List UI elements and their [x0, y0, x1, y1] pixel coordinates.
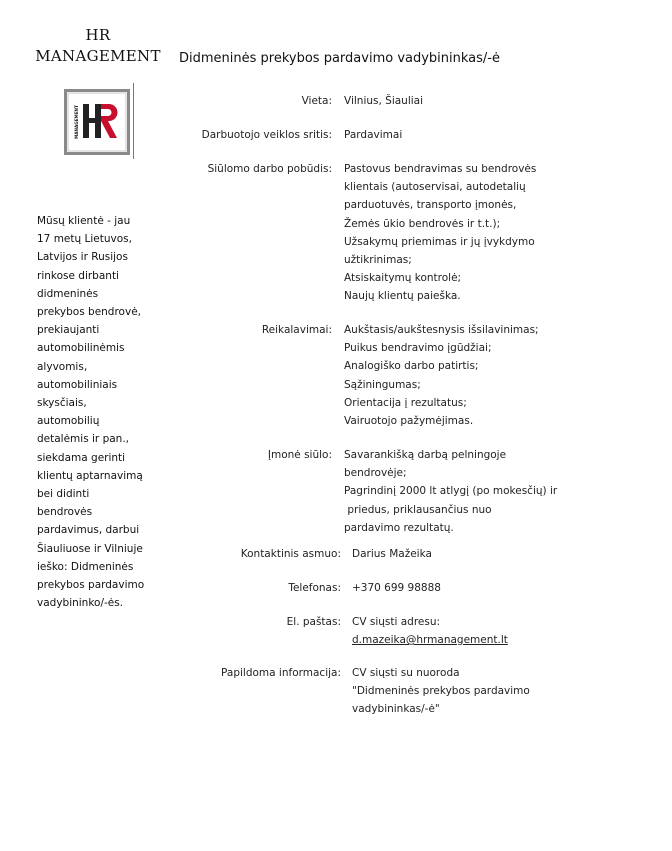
- value-line: priedus, priklausančius nuo: [344, 503, 492, 516]
- value-line: bendrovėje;: [344, 467, 407, 480]
- value-line: Vilnius, Šiauliai: [344, 95, 424, 107]
- logo-divider: [133, 83, 134, 159]
- label-phone: Telefonas:: [288, 582, 341, 594]
- intro-line: automobilių: [37, 415, 100, 428]
- label-nature: Siūlomo darbo pobūdis:: [207, 163, 332, 175]
- intro-line: ieško: Didmeninės: [37, 560, 134, 573]
- value-contact: [352, 545, 432, 563]
- intro-line: Mūsų klientė - jau: [37, 215, 131, 227]
- job-title: Didmeninės prekybos pardavimo vadybininkas/-ė: [179, 51, 500, 66]
- value-email: [352, 613, 508, 649]
- intro-line: Šiauliuose ir Vilniuje: [37, 542, 143, 555]
- value-line: pardavimo rezultatų.: [344, 521, 454, 534]
- value-phone: [352, 579, 441, 597]
- intro-line: 17 metų Lietuvos,: [37, 233, 132, 246]
- intro-line: klientų aptarnavimą: [37, 469, 143, 482]
- svg-text:MANAGEMENT: MANAGEMENT: [74, 105, 79, 139]
- label-field: Darbuotojo veiklos sritis:: [201, 129, 332, 141]
- label-contact: Kontaktinis asmuo:: [240, 548, 341, 560]
- value-extra: [352, 664, 530, 719]
- value-line: užtikrinimas;: [344, 254, 412, 267]
- value-location: [344, 92, 423, 110]
- brand-line-2: MANAGEMENT: [35, 47, 161, 65]
- intro-line: siekdama gerinti: [37, 451, 126, 464]
- value-line: Puikus bendravimo įgūdžiai;: [344, 342, 492, 355]
- intro-line: vadybininko/-ės.: [37, 597, 124, 610]
- intro-line: prekybos bendrovė,: [37, 306, 141, 319]
- value-line: "Didmeninės prekybos pardavimo: [352, 685, 530, 698]
- brand-name: [30, 25, 166, 67]
- value-line: Žemės ūkio bendrovės ir t.t.);: [344, 217, 501, 230]
- value-field: [344, 126, 402, 144]
- value-line: Sąžiningumas;: [344, 378, 421, 391]
- company-intro: [37, 212, 165, 612]
- intro-line: pardavimus, darbui: [37, 524, 140, 537]
- value-line: parduotuvės, transporto įmonės,: [344, 199, 517, 212]
- value-line: CV siųsti su nuoroda: [352, 667, 460, 679]
- intro-line: prekiaujanti: [37, 324, 100, 337]
- hr-logo: [64, 89, 130, 155]
- label-extra: Papildoma informacija:: [221, 667, 341, 679]
- value-line: Naujų klientų paieška.: [344, 290, 461, 303]
- value-line: Atsiskaitymų kontrolė;: [344, 272, 462, 285]
- intro-line: bei didinti: [37, 488, 90, 501]
- email-link[interactable]: d.mazeika@hrmanagement.lt: [352, 634, 508, 647]
- value-line: Darius Mažeika: [352, 548, 432, 560]
- value-requirements: [344, 321, 539, 430]
- value-line: Užsakymų priemimas ir jų įvykdymo: [344, 235, 535, 248]
- value-line: Aukštasis/aukštesnysis išsilavinimas;: [344, 324, 539, 336]
- intro-line: alyvomis,: [37, 360, 88, 373]
- value-line: Savarankišką darbą pelningoje: [344, 449, 507, 461]
- intro-line: automobilinėmis: [37, 342, 125, 355]
- value-line: Pastovus bendravimas su bendrovės: [344, 163, 537, 175]
- intro-line: prekybos pardavimo: [37, 579, 145, 592]
- intro-line: automobiliniais: [37, 378, 118, 391]
- intro-line: didmeninės: [37, 287, 99, 300]
- value-line: Orientacija į rezultatus;: [344, 396, 467, 409]
- logo-side-text: [74, 105, 79, 139]
- value-line: +370 699 98888: [352, 582, 441, 594]
- intro-line: detalėmis ir pan.,: [37, 433, 130, 446]
- label-requirements: Reikalavimai:: [261, 324, 332, 336]
- value-line: Pagrindinį 2000 lt atlygį (po mokesčių) ir: [344, 485, 558, 498]
- value-offer: [344, 446, 557, 537]
- intro-line: bendrovės: [37, 506, 93, 519]
- value-line: klientais (autoservisai, autodetalių: [344, 181, 526, 194]
- intro-line: Latvijos ir Rusijos: [37, 251, 128, 264]
- value-line: Pardavimai: [344, 129, 403, 141]
- intro-line: rinkose dirbanti: [37, 269, 119, 282]
- value-line: Analogiško darbo patirtis;: [344, 360, 479, 373]
- email-intro: CV siųsti adresu:: [352, 616, 441, 628]
- label-location: Vieta:: [301, 95, 332, 107]
- label-offer: Įmonė siūlo:: [267, 449, 332, 461]
- value-line: Vairuotojo pažymėjimas.: [344, 415, 474, 428]
- value-line: vadybininkas/-ė": [352, 703, 440, 716]
- brand-line-1: HR: [85, 26, 111, 44]
- value-nature: [344, 160, 536, 306]
- intro-line: skysčiais,: [37, 397, 87, 410]
- label-email: El. paštas:: [286, 616, 341, 628]
